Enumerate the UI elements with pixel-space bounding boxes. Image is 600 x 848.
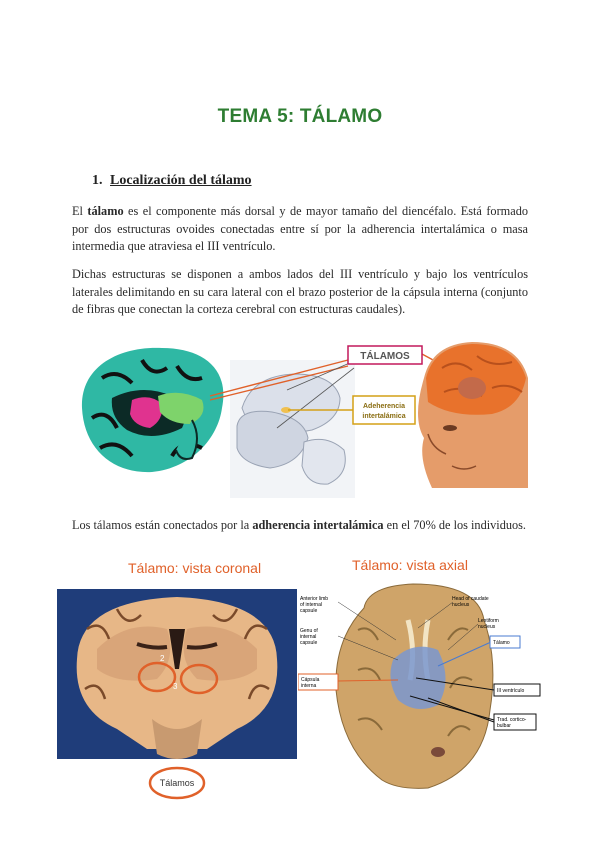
axial-label-lentiform-1: Lentiform (478, 618, 499, 624)
axial-view-title: Tálamo: vista axial (352, 557, 468, 573)
axial-label-iii-ventriculo: III ventrículo (497, 688, 525, 694)
axial-label-talamo: Tálamo (493, 640, 510, 646)
para3-text-a: Los tálamos están conectados por la (72, 518, 253, 532)
section-heading-text: Localización del tálamo (110, 173, 252, 188)
coronal-view-title: Tálamo: vista coronal (128, 560, 262, 576)
axial-label-anterior-limb-2: of internal (300, 602, 322, 608)
axial-view-figure (298, 580, 548, 795)
para1-text-c: es el componente más dorsal y de mayor tamaño del diencéfalo. Está formado por dos estructuras ovoides conectadas entre sí por la adherencia intertalámica o masa intermedia que atraviesa el III ventrículo. (72, 204, 528, 253)
axial-label-genu-1: Genu of (300, 628, 318, 634)
page-title: TEMA 5: TÁLAMO (217, 106, 383, 127)
axial-label-head-caudate-1: Head of caudate (452, 596, 489, 602)
paragraph-adhesion (72, 517, 528, 535)
axial-label-head-caudate-2: nucleus (452, 602, 470, 608)
axial-label-lentiform-2: nucleus (478, 624, 496, 630)
para3-text-c: en el 70% de los individuos. (383, 518, 527, 532)
paragraph-location: Dichas estructuras se disponen a ambos lados del III ventrículo y bajo los ventrículos laterales delimitando en su cara lateral con el brazo posterior de la cápsula interna (conjunto de fibras que conectan la corteza cerebral con estructuras caudales). (72, 267, 528, 316)
para1-bold-talamo: tálamo (87, 204, 124, 218)
axial-label-capsula-2: interna (301, 683, 317, 689)
axial-label-anterior-limb-1: Anterior limb (300, 596, 329, 602)
axial-label-trad-2: bulbar (497, 723, 511, 729)
label-adhesion-2: intertalámica (362, 413, 406, 420)
label-thalamus: TÁLAMOS (360, 351, 410, 362)
section-heading (92, 173, 252, 189)
thalamus-location-figure (72, 338, 530, 500)
axial-label-trad-1: Trad. cortico- (497, 717, 527, 723)
axial-label-genu-2: internal (300, 634, 317, 640)
coronal-label-thalamus: Tálamos (159, 778, 195, 788)
para3-bold-adhesion: adherencia intertalámica (252, 518, 384, 532)
axial-label-anterior-limb-3: capsule (300, 608, 318, 614)
head-brain-image (418, 342, 528, 488)
coronal-number-3: 3 (173, 682, 178, 691)
section-number: 1. (92, 173, 103, 188)
coronal-view-figure (57, 589, 297, 804)
sagittal-brain-image (82, 348, 223, 472)
label-adhesion-1: Adeherencia (362, 403, 406, 410)
paragraph-definition (72, 203, 528, 256)
thalamus-3d-image (230, 360, 355, 498)
coronal-number-2: 2 (160, 654, 165, 663)
para1-text-a: El (72, 204, 88, 218)
axial-label-genu-3: capsule (300, 640, 318, 646)
axial-label-capsula-1: Cápsula (301, 677, 320, 683)
